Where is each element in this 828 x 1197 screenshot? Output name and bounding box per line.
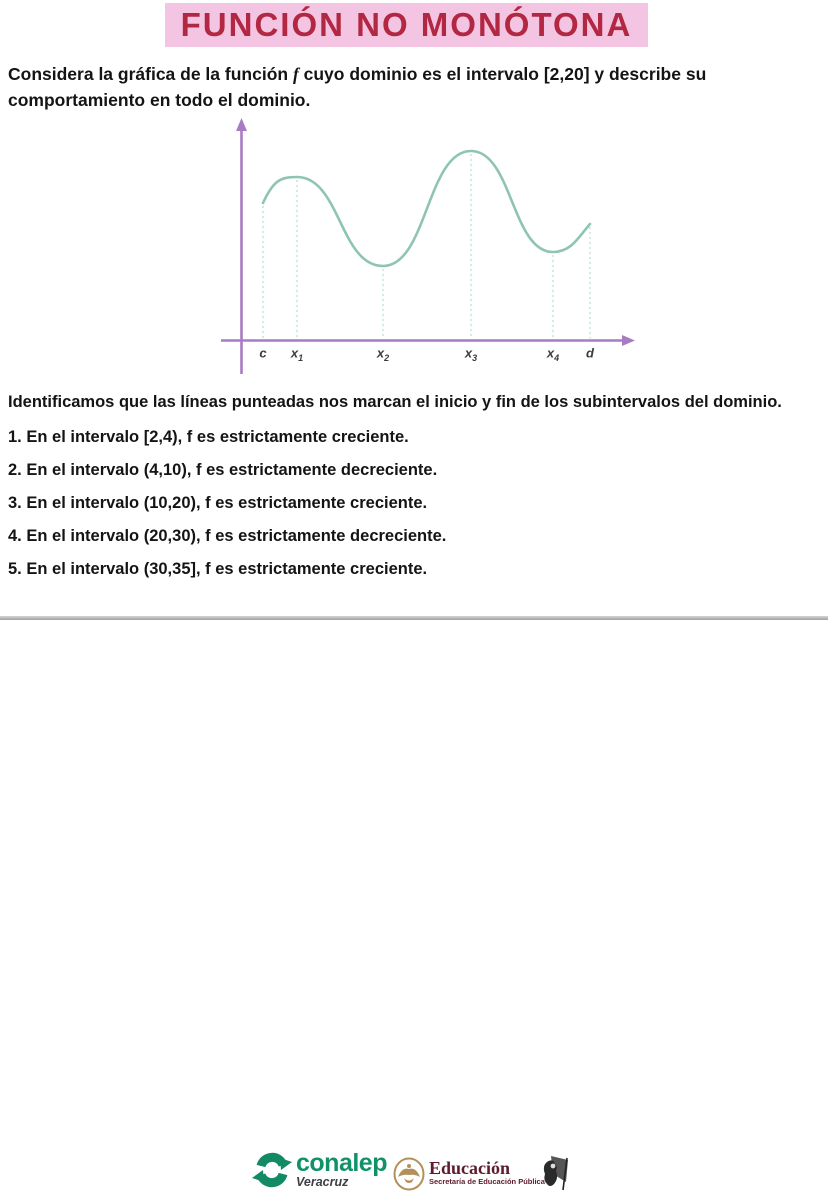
- sep-eagle-crest-icon: [393, 1157, 425, 1196]
- intro-paragraph: [8, 61, 820, 113]
- conalep-swoosh-icon: [251, 1152, 293, 1193]
- title-banner: [165, 3, 648, 47]
- bottom-divider: [0, 616, 828, 620]
- sep-logo: [393, 1157, 545, 1196]
- function-f-symbol: f: [292, 64, 299, 84]
- conalep-region-label: Veracruz: [296, 1175, 349, 1189]
- intro-text-2: cuyo dominio es el intervalo [2,20] y describe su: [298, 64, 707, 84]
- x-tick-label-x1: $x_1$: [290, 345, 304, 363]
- x-tick-label-d: d: [586, 345, 594, 361]
- flag-figure-stamp-icon: [539, 1154, 571, 1197]
- list-item-3: 3. En el intervalo (10,20), f es estrictamente creciente.: [8, 494, 428, 512]
- x-axis-arrow-icon: [622, 335, 635, 346]
- sep-wordmark: Educación: [429, 1158, 511, 1178]
- conalep-logo: [251, 1149, 387, 1193]
- conalep-wordmark: conalep: [296, 1149, 387, 1177]
- y-axis-arrow-icon: [236, 118, 247, 131]
- intro-text-3: comportamiento en todo el dominio.: [8, 90, 311, 110]
- function-curve: [263, 151, 590, 266]
- x-tick-label-c: c: [259, 345, 267, 361]
- x-tick-label-x4: $x_4$: [546, 345, 560, 363]
- page-title: FUNCIÓN NO MONÓTONA: [180, 6, 633, 43]
- interval-list: [8, 427, 820, 592]
- list-item-5: 5. En el intervalo (30,35], f es estrictamente creciente.: [8, 560, 428, 578]
- list-item-4: 4. En el intervalo (20,30), f es estrictamente decreciente.: [8, 527, 447, 545]
- x-tick-label-x3: $x_3$: [464, 345, 478, 363]
- function-graph-svg: [198, 110, 650, 382]
- identify-note: Identificamos que las líneas punteadas nos marcan el inicio y fin de los subintervalos del dominio.: [8, 393, 782, 411]
- x-tick-label-x2: $x_2$: [376, 345, 390, 363]
- list-item-1: 1. En el intervalo [2,4), f es estrictamente creciente.: [8, 428, 409, 446]
- list-item-2: 2. En el intervalo (4,10), f es estrictamente decreciente.: [8, 461, 438, 479]
- footer-logos: [0, 574, 828, 1189]
- intro-text-1: Considera la gráfica de la función: [8, 64, 293, 84]
- function-graph: [198, 110, 650, 382]
- sep-subtitle: Secretaría de Educación Pública: [429, 1177, 545, 1186]
